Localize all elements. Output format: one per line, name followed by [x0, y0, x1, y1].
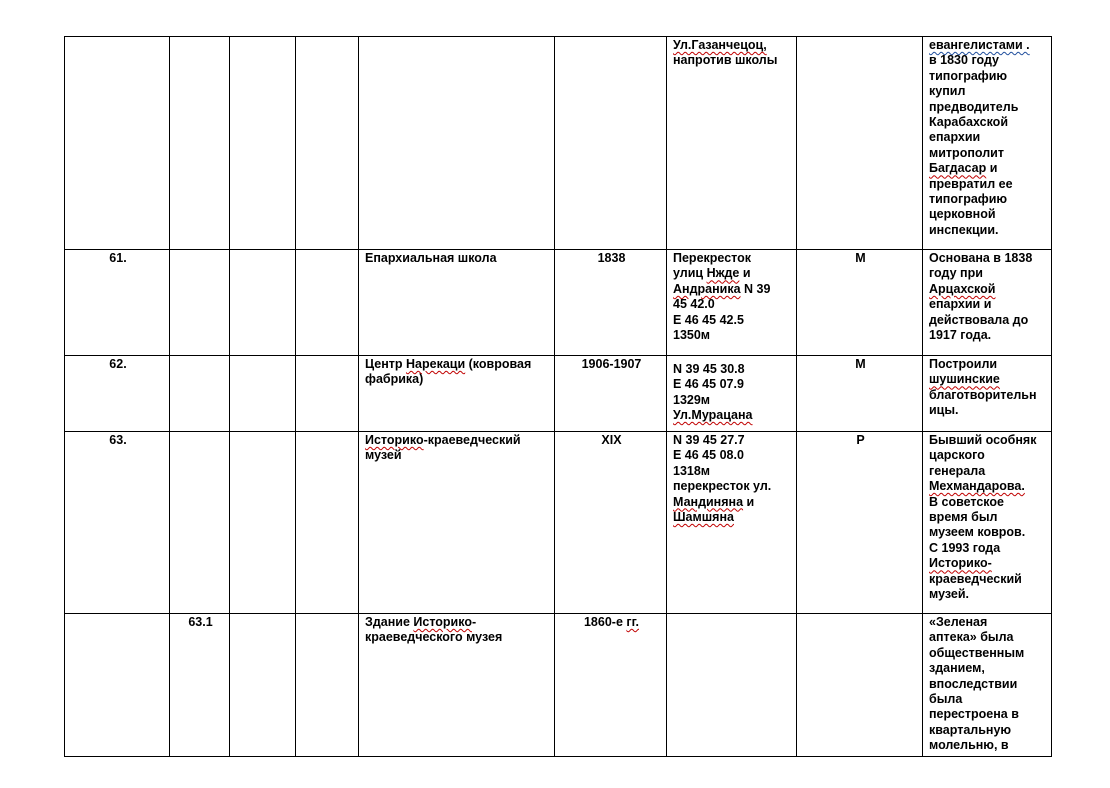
number-cell — [65, 37, 170, 250]
name-word: Историко — [365, 433, 424, 447]
description-line: время был — [929, 510, 998, 525]
description-line: музей. — [929, 587, 970, 602]
address-line: E 46 45 08.0 — [673, 448, 744, 463]
address-cell — [667, 356, 797, 432]
empty-cell — [296, 614, 359, 757]
description-line: церковной — [929, 207, 996, 222]
address-line: E 46 45 07.9 — [673, 377, 744, 392]
description-line: Основана в 1838 — [929, 251, 1033, 265]
address-line: Ул.Газанчецоц, — [673, 38, 767, 52]
empty-cell — [296, 250, 359, 356]
description-line: Построили — [929, 357, 998, 371]
category-cell — [797, 614, 923, 757]
description-line: Карабахской — [929, 115, 1008, 130]
empty-cell — [230, 356, 296, 432]
date-cell — [555, 37, 667, 250]
number-cell: 61. — [65, 250, 170, 356]
address-line: улиц Нжде и — [673, 266, 751, 281]
description-line: типографию — [929, 68, 1008, 83]
monuments-table — [64, 36, 1052, 757]
sub-number-cell — [170, 37, 230, 250]
description-line: молельню, в — [929, 738, 1009, 753]
description-line: Историко- — [929, 556, 992, 571]
description-line: Арцахской — [929, 281, 996, 296]
name-cell: Здание Историко-краеведческого музея — [359, 614, 555, 757]
sub-number-cell — [170, 432, 230, 614]
description-line: благотворительн — [929, 387, 1037, 402]
description-line: епархии — [929, 130, 981, 145]
empty-cell — [230, 432, 296, 614]
name-word: Нарекаци — [406, 357, 466, 371]
description-line: царского — [929, 448, 985, 463]
address-line: напротив школы — [673, 53, 778, 68]
description-line: шушинские — [929, 372, 1000, 387]
date-cell: XIX — [555, 432, 667, 614]
address-line: Мандиняна и — [673, 494, 755, 509]
address-line: Шамшяна — [673, 510, 734, 525]
description-line: Мехмандарова. — [929, 479, 1025, 494]
description-line: ицы. — [929, 403, 959, 418]
number-cell: 62. — [65, 356, 170, 432]
description-line: зданием, — [929, 661, 985, 676]
address-line: Ул.Мурацана — [673, 408, 753, 423]
address-line: 1329м — [673, 392, 711, 407]
description-line: общественным — [929, 645, 1025, 660]
description-line: генерала — [929, 463, 986, 478]
address-line: Перекресток — [673, 251, 752, 265]
description-line: инспекции. — [929, 222, 999, 237]
description-line: Багдасар и — [929, 161, 998, 176]
address-line: 45 42.0 — [673, 297, 715, 312]
date-cell: 1838 — [555, 250, 667, 356]
address-cell — [667, 432, 797, 614]
description-line: краеведческий — [929, 571, 1022, 586]
address-line: N 39 45 30.8 — [673, 362, 745, 376]
description-line: в 1830 году — [929, 53, 999, 68]
table-row — [65, 614, 1052, 757]
address-line: 1350м — [673, 328, 711, 343]
description-cell — [923, 432, 1052, 614]
address-word: Нжде — [706, 266, 740, 281]
address-word: Андраника — [673, 281, 741, 296]
description-line: году при — [929, 266, 983, 281]
address-cell — [667, 614, 797, 757]
date-cell: 1860-е гг. — [555, 614, 667, 757]
empty-cell — [230, 250, 296, 356]
address-line: 1318м — [673, 463, 711, 478]
description-line: перестроена в — [929, 707, 1019, 722]
description-line: епархии и — [929, 297, 992, 312]
description-line: аптека» была — [929, 630, 1014, 645]
empty-cell — [230, 614, 296, 757]
table-row — [65, 356, 1052, 432]
description-cell — [923, 356, 1052, 432]
address-line: перекресток ул. — [673, 479, 772, 494]
description-line: купил — [929, 84, 966, 99]
category-cell — [797, 37, 923, 250]
name-cell: Историко-краеведческий музей — [359, 432, 555, 614]
description-cell — [923, 250, 1052, 356]
sub-number-cell — [170, 356, 230, 432]
description-line: квартальную — [929, 722, 1012, 737]
description-line: превратил ее — [929, 176, 1013, 191]
address-line: E 46 45 42.5 — [673, 312, 744, 327]
empty-cell — [230, 37, 296, 250]
description-line: С 1993 года — [929, 540, 1001, 555]
description-word: Багдасар — [929, 161, 987, 176]
category-cell: Р — [797, 432, 923, 614]
category-cell: М — [797, 250, 923, 356]
name-word: Историко — [413, 615, 472, 629]
description-line: «Зеленая — [929, 615, 988, 629]
description-cell — [923, 37, 1052, 250]
empty-cell — [296, 356, 359, 432]
description-line: Бывший особняк — [929, 433, 1037, 447]
description-line: была — [929, 692, 963, 707]
table-row — [65, 250, 1052, 356]
sub-number-cell — [170, 250, 230, 356]
empty-cell — [296, 37, 359, 250]
address-word: Мандиняна — [673, 494, 744, 509]
description-line: музеем ковров. — [929, 525, 1026, 540]
name-cell: Центр Нарекаци (ковровая фабрика) — [359, 356, 555, 432]
description-line: типографию — [929, 192, 1008, 207]
description-line: действовала до — [929, 312, 1029, 327]
date-cell: 1906-1907 — [555, 356, 667, 432]
description-line: евангелистами . — [929, 38, 1030, 52]
description-line: впоследствии — [929, 676, 1018, 691]
address-line: N 39 45 27.7 — [673, 433, 745, 447]
empty-cell — [296, 432, 359, 614]
table-row — [65, 432, 1052, 614]
description-cell — [923, 614, 1052, 757]
address-cell — [667, 250, 797, 356]
description-line: митрополит — [929, 145, 1004, 160]
name-cell: Епархиальная школа — [359, 250, 555, 356]
table-row — [65, 37, 1052, 250]
description-line: 1917 года. — [929, 328, 992, 343]
address-line: Андраника N 39 — [673, 281, 771, 296]
description-line: В советское — [929, 494, 1004, 509]
description-line: предводитель — [929, 99, 1019, 114]
number-cell — [65, 614, 170, 757]
name-cell — [359, 37, 555, 250]
sub-number-cell: 63.1 — [170, 614, 230, 757]
date-word: гг. — [626, 615, 640, 629]
address-cell — [667, 37, 797, 250]
number-cell: 63. — [65, 432, 170, 614]
category-cell: М — [797, 356, 923, 432]
